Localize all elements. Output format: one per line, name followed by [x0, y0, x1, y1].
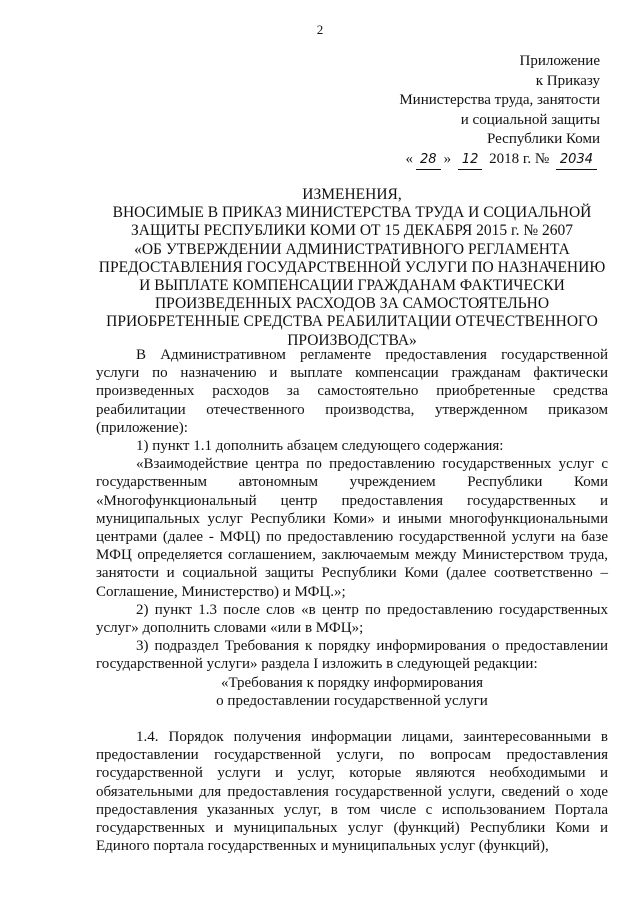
handwritten-order-number: 2034 [556, 150, 597, 171]
title-line: ПРИОБРЕТЕННЫЕ СРЕДСТВА РЕАБИЛИТАЦИИ ОТЕЧЕСТВЕННОГО [106, 313, 598, 331]
date-open-quote: « [405, 150, 414, 167]
title-line: ПРОИЗВОДСТВА» [287, 331, 417, 349]
date-close-quote: » [443, 150, 452, 167]
paragraph-quote-mfc: «Взаимодействие центра по предоставлению государственных услуг с государственным автономным учреждением Республики Коми «Многофункциональный центр предоставления государственных и муниципальных услуг Республики Коми» и иными многофункциональными центрами (далее - МФЦ) по предоставлению государственной услуги на базе МФЦ определяется соглашением, заключаемым между Министерством труда, занятости и социальной защиты Республики Коми (далее соответственно – Соглашение, Министерство) и МФЦ.»; [96, 456, 608, 600]
document-title [96, 186, 608, 350]
document-body [96, 346, 608, 855]
appendix-date-line [340, 150, 600, 171]
title-line: ВНОСИМЫЕ В ПРИКАЗ МИНИСТЕРСТВА ТРУДА И СОЦИАЛЬНОЙ [112, 204, 592, 222]
subheading-line: о предоставлении государственной услуги [216, 692, 488, 709]
title-line: ПРОИЗВЕДЕННЫХ РАСХОДОВ ЗА САМОСТОЯТЕЛЬНО [154, 295, 550, 313]
title-line: ПРЕДОСТАВЛЕНИЯ ГОСУДАРСТВЕННОЙ УСЛУГИ ПО НАЗНАЧЕНИЮ [98, 258, 606, 276]
page-number: 2 [316, 22, 324, 37]
title-line: ЗАЩИТЫ РЕСПУБЛИКИ КОМИ ОТ 15 ДЕКАБРЯ 2015 г. № 2607 [130, 222, 573, 240]
appendix-line: Министерства труда, занятости [399, 92, 600, 108]
paragraph-item-2: 2) пункт 1.3 после слов «в центр по предоставлению государственных услуг» дополнить словами «или в МФЦ»; [96, 601, 608, 637]
date-year-label: 2018 г. № [489, 150, 550, 167]
paragraph-1-4: 1.4. Порядок получения информации лицами, заинтересованными в предоставлении государственной услуги, по вопросам предоставления государственной услуги и услуг, которые являются необходимыми и обязательными для предоставления государственной услуги, сведений о ходе предоставления указанных услуг, в том числе с использованием Портала государственных и муниципальных услуг (функций) Республики Коми и Единого портала государственных и муниципальных услуг (функций), [96, 729, 608, 855]
title-line: ИЗМЕНЕНИЯ, [302, 186, 402, 203]
handwritten-day: 28 [416, 150, 441, 171]
appendix-line: Республики Коми [487, 131, 600, 147]
subheading-line: «Требования к порядку информирования [220, 674, 484, 691]
appendix-line: Приложение [519, 53, 600, 69]
paragraph-item-3: 3) подраздел Требования к порядку информирования о предоставлении государственной услуги» раздела I изложить в следующей редакции: [96, 638, 608, 673]
handwritten-month: 12 [458, 150, 483, 171]
paragraph-item-1: 1) пункт 1.1 дополнить абзацем следующего содержания: [136, 438, 504, 455]
appendix-line: и социальной защиты [460, 111, 600, 128]
paragraph-intro: В Административном регламенте предоставления государственной услуги по назначению и выплате компенсации гражданам фактически произведенных расходов за самостоятельно приобретенные средства реабилитации отечественного производства, утвержденном приказом (приложение): [96, 347, 608, 436]
appendix-line: к Приказу [535, 72, 600, 89]
title-line: «ОБ УТВЕРЖДЕНИИ АДМИНИСТРАТИВНОГО РЕГЛАМЕНТА [134, 240, 570, 258]
title-line: И ВЫПЛАТЕ КОМПЕНСАЦИИ ГРАЖДАНАМ ФАКТИЧЕСКИ [139, 277, 565, 295]
appendix-header [340, 52, 600, 170]
